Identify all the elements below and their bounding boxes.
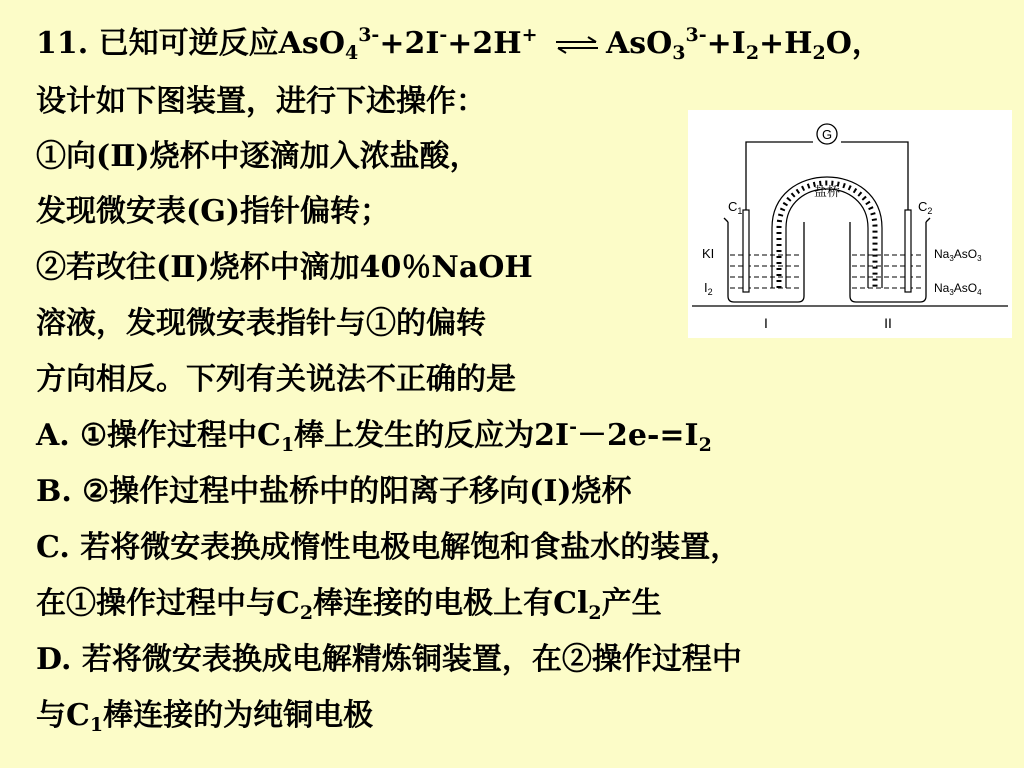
option-a-text: －2e-=I — [576, 418, 699, 453]
eq-sub: 4 — [344, 42, 359, 64]
option-b: B. ②操作过程中盐桥中的阳离子移向(Ⅰ)烧杯 — [36, 474, 632, 509]
eq-water: +H — [759, 26, 813, 61]
option-a-text: A. ①操作过程中C — [36, 418, 281, 453]
eq-iodide: +2I — [379, 26, 440, 61]
electrode-c2 — [905, 210, 911, 292]
option-a — [36, 414, 712, 458]
operation-1-line-2: 发现微安表(G)指针偏转； — [36, 194, 391, 229]
setup-line: 设计如下图装置，进行下述操作： — [36, 84, 486, 119]
salt-bridge-inner — [786, 189, 868, 288]
galvanometer-label: G — [821, 127, 833, 142]
eq-arsenite: AsO — [605, 26, 673, 61]
beaker-2-label: II — [884, 315, 892, 331]
beaker-2-solution-na3aso3: $Na_3AsO_3$ — [934, 247, 982, 263]
option-c-line-1: C. 若将微安表换成惰性电极电解饱和食盐水的装置， — [36, 530, 741, 565]
option-a-sub: 1 — [280, 434, 295, 456]
eq-sup: 3- — [685, 24, 707, 46]
option-c-sub: 2 — [588, 602, 602, 624]
eq-sub: 2 — [812, 42, 826, 64]
option-d-line-2 — [36, 694, 373, 738]
eq-sup: 3- — [358, 24, 380, 46]
electrode-c1-label: $C_1$ — [728, 199, 743, 216]
eq-iodine: +I — [706, 26, 746, 61]
beaker-1 — [728, 222, 804, 302]
salt-bridge-cell-diagram — [688, 110, 1012, 338]
question-stem — [36, 22, 882, 66]
eq-sup: + — [521, 24, 538, 46]
beaker-2-solution-na3aso4: $Na_3AsO_4$ — [934, 281, 982, 297]
operation-2-line-1: ②若改往(Ⅱ)烧杯中滴加40％NaOH — [36, 250, 533, 285]
question-number: 11. — [36, 26, 89, 61]
eq-proton: +2H — [447, 26, 522, 61]
option-d-text: 棒连接的为纯铜电极 — [103, 698, 374, 733]
option-d-line-1: D. 若将微安表换成电解精炼铜装置，在②操作过程中 — [36, 642, 742, 677]
operation-2-line-2: 溶液，发现微安表指针与①的偏转 — [36, 306, 486, 341]
beaker-1-label: I — [764, 315, 768, 331]
option-c-text: 棒连接的电极上有Cl — [313, 586, 589, 621]
option-c-sub: 2 — [299, 602, 314, 624]
electrode-c1 — [743, 210, 749, 292]
eq-arsenate: AsO — [278, 26, 345, 61]
option-d-text: 与C — [36, 698, 90, 733]
beaker-2-lip — [926, 218, 930, 222]
reversible-arrow-icon — [554, 36, 600, 54]
beaker-1-lip — [724, 218, 728, 222]
beaker-1-solution-i2: $I_2$ — [704, 280, 713, 297]
option-c-text: 在①操作过程中与C — [36, 586, 300, 621]
eq-sup: - — [439, 24, 448, 46]
option-a-sup: - — [569, 416, 577, 438]
beaker-2-liquid — [852, 255, 924, 288]
beaker-1-solution-ki: KI — [702, 246, 715, 261]
option-d-sub: 1 — [89, 714, 104, 736]
beaker-1-liquid — [730, 255, 802, 288]
eq-sub: 2 — [745, 42, 760, 64]
operation-2-line-3: 方向相反。下列有关说法不正确的是 — [36, 362, 516, 397]
option-a-sub: 2 — [698, 434, 712, 456]
electrode-c2-label: $C_2$ — [918, 199, 933, 216]
operation-1-line-1: ①向(Ⅱ)烧杯中逐滴加入浓盐酸， — [36, 139, 480, 174]
beaker-2 — [850, 222, 926, 302]
option-c-line-2 — [36, 582, 662, 626]
option-c-text: 产生 — [601, 586, 662, 621]
apparatus-figure — [688, 110, 1012, 338]
eq-end: O， — [825, 26, 882, 61]
option-a-text: 棒上发生的反应为2I — [294, 418, 570, 453]
salt-bridge-label: 盐桥 — [813, 184, 841, 199]
question-intro: 已知可逆反应 — [98, 26, 279, 61]
eq-sub: 3 — [672, 42, 686, 64]
